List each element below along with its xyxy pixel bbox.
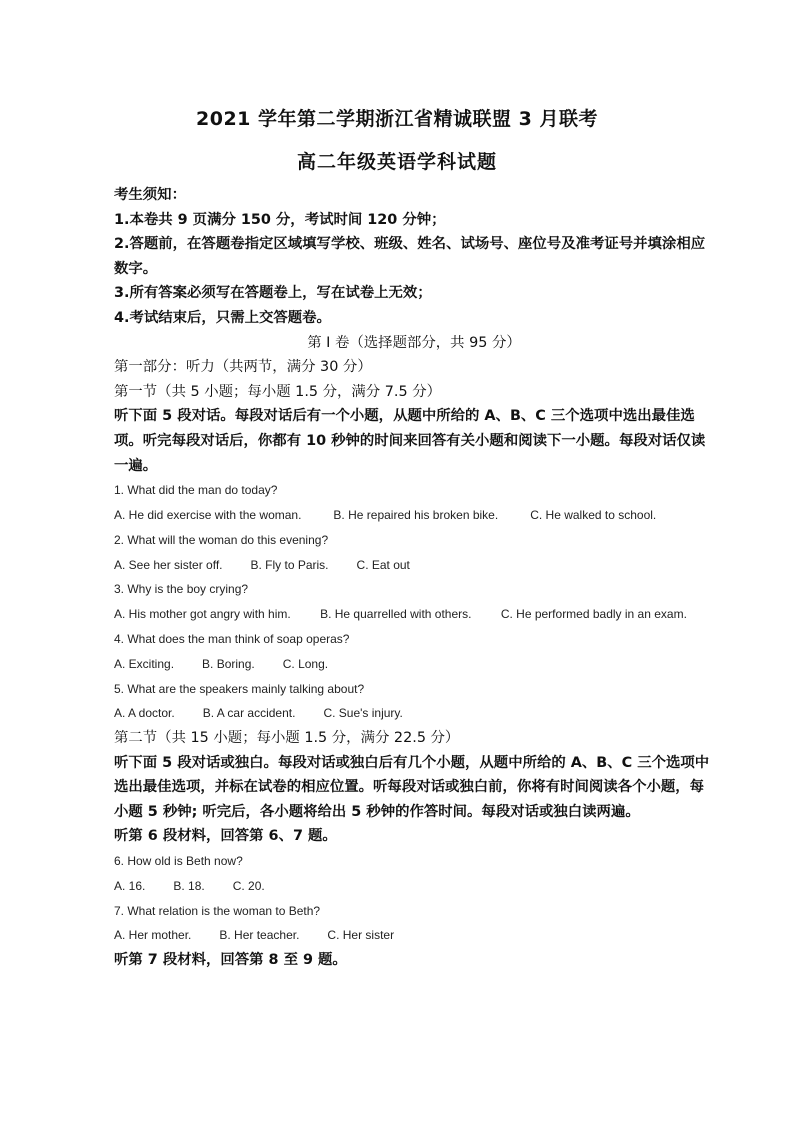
option: A. His mother got angry with him. xyxy=(114,607,291,622)
question: 6. How old is Beth now? xyxy=(114,854,243,869)
option: B. Boring. xyxy=(202,656,255,671)
option: A. Her mother. xyxy=(114,928,192,943)
option: B. He quarrelled with others. xyxy=(320,607,472,622)
option: B. Fly to Paris. xyxy=(250,557,329,572)
notice-item: 3.所有答案必须写在答题卷上，写在试卷上无效； xyxy=(114,285,432,302)
option: A. See her sister off. xyxy=(114,557,223,572)
option: C. Eat out xyxy=(356,557,410,572)
material-heading: 听第 7 段材料，回答第 8 至 9 题。 xyxy=(114,952,347,969)
question-options xyxy=(114,602,714,627)
option: A. Exciting. xyxy=(114,656,175,671)
option: C. Long. xyxy=(282,656,329,671)
exam-title: 2021 学年第二学期浙江省精诚联盟 3 月联考 xyxy=(196,108,598,130)
exam-body xyxy=(114,183,714,973)
section-instructions: 听下面 5 段对话或独白。每段对话或独白后有几个小题，从题中所给的 A、B、C 三个选项中选出最佳选项，并标在试卷的相应位置。听每段对话或独白前，你将有时间阅读各个小题，每小题 5 秒钟; 听完后，各小题将给出 5 秒钟的作答时间。每段对话或独白读两遍。 xyxy=(114,754,710,820)
notice-item: 1.本卷共 9 页满分 150 分，考试时间 120 分钟； xyxy=(114,211,446,228)
volume-title: 第 I 卷（选择题部分，共 95 分） xyxy=(307,334,521,351)
notice-heading: 考生须知： xyxy=(114,187,186,203)
option: A. He did exercise with the woman. xyxy=(114,507,302,522)
question: 7. What relation is the woman to Beth? xyxy=(114,903,321,918)
option: B. Her teacher. xyxy=(219,928,300,943)
option: A. 16. xyxy=(114,878,146,893)
question-options xyxy=(114,923,714,948)
question-options xyxy=(114,701,714,726)
option: C. Her sister xyxy=(327,928,395,943)
section-instructions: 听下面 5 段对话。每段对话后有一个小题，从题中所给的 A、B、C 三个选项中选出最佳选项。听完每段对话后，你都有 10 秒钟的时间来回答有关小题和阅读下一小题。每段对话仅读一遍。 xyxy=(114,408,706,474)
question-options xyxy=(114,503,714,528)
option: B. A car accident. xyxy=(202,706,296,721)
section-title: 第二节（共 15 小题；每小题 1.5 分，满分 22.5 分） xyxy=(114,730,460,747)
part-title: 第一部分：听力（共两节，满分 30 分） xyxy=(114,359,372,376)
question: 5. What are the speakers mainly talking about? xyxy=(114,681,365,696)
section-title: 第一节（共 5 小题；每小题 1.5 分，满分 7.5 分） xyxy=(114,383,442,400)
question-options xyxy=(114,874,714,899)
notice-item: 4.考试结束后，只需上交答题卷。 xyxy=(114,309,331,326)
option: C. He performed badly in an exam. xyxy=(500,607,687,622)
exam-subtitle: 高二年级英语学科试题 xyxy=(296,151,497,173)
question-options xyxy=(114,652,714,677)
option: C. Sue's injury. xyxy=(323,706,403,721)
question: 3. Why is the boy crying? xyxy=(114,582,249,597)
option: B. 18. xyxy=(173,878,205,893)
option: A. A doctor. xyxy=(114,706,175,721)
question: 2. What will the woman do this evening? xyxy=(114,532,329,547)
question: 4. What does the man think of soap operas? xyxy=(114,631,350,646)
notice-item: 2.答题前，在答题卷指定区域填写学校、班级、姓名、试场号、座位号及准考证号并填涂相应数字。 xyxy=(114,236,706,277)
option: C. He walked to school. xyxy=(530,507,657,522)
question: 1. What did the man do today? xyxy=(114,483,278,498)
question-options xyxy=(114,553,714,578)
material-heading: 听第 6 段材料，回答第 6、7 题。 xyxy=(114,828,337,845)
option: B. He repaired his broken bike. xyxy=(333,507,499,522)
option: C. 20. xyxy=(232,878,265,893)
